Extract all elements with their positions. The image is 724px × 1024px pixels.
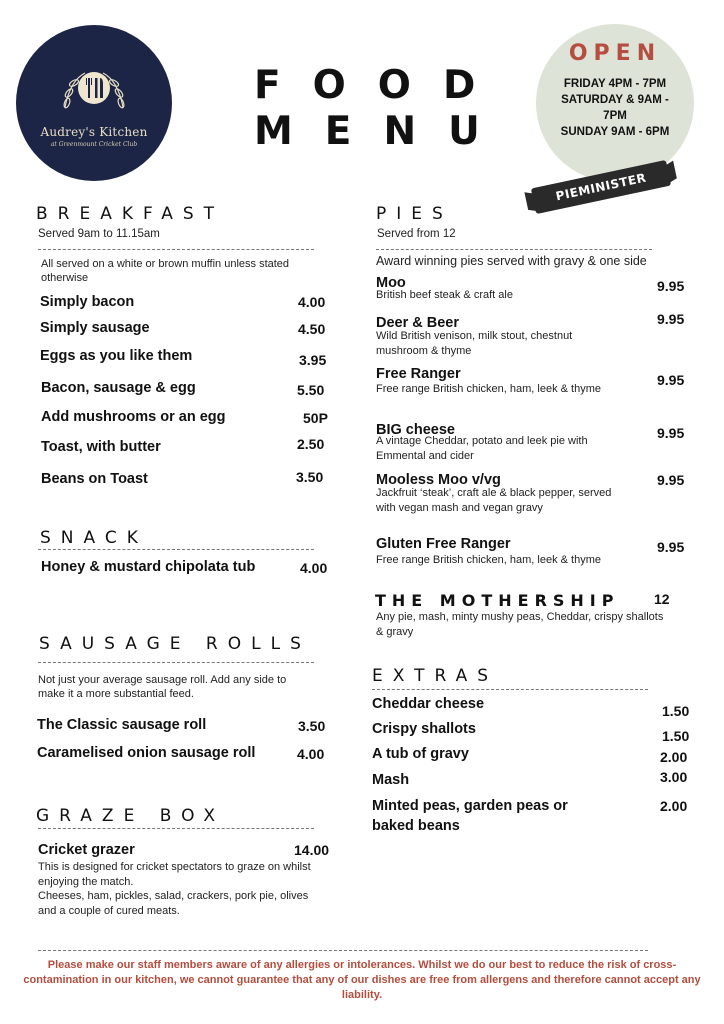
sausage-rolls-note: Not just your average sausage roll. Add any side to make it a more substantial feed. — [38, 674, 287, 700]
open-heading: OPEN — [568, 41, 662, 66]
menu-item-price: 3.00 — [660, 769, 688, 785]
menu-item-price: 1.50 — [662, 703, 690, 719]
mothership-heading: THE MOTHERSHIP — [375, 591, 620, 610]
menu-item-name: Free Ranger — [376, 366, 461, 382]
menu-item-price: 2.00 — [660, 798, 688, 814]
sausage-rolls-heading: SAUSAGE ROLLS — [39, 634, 311, 654]
menu-item-name: Toast, with butter — [41, 439, 161, 455]
hours-friday: FRIDAY 4PM - 7PM — [563, 78, 667, 90]
menu-item-description: Jackfruit ‘steak’, craft ale & black pepper, served with vegan mash and vegan gravy — [376, 487, 612, 514]
menu-item-price: 5.50 — [297, 382, 325, 398]
menu-item-name: Mash — [372, 772, 410, 788]
menu-item-price: 1.50 — [662, 728, 690, 744]
menu-item-name: Caramelised onion sausage roll — [37, 745, 256, 761]
menu-item-name: BIG cheese — [376, 422, 455, 438]
mothership-price: 12 — [654, 591, 670, 607]
menu-item-price: 50P — [303, 410, 328, 426]
menu-item-name: Add mushrooms or an egg — [41, 409, 226, 425]
menu-item-name: Beans on Toast — [41, 471, 148, 487]
menu-item-price: 2.50 — [297, 436, 325, 452]
footer-divider — [38, 950, 648, 951]
extras-heading: EXTRAS — [372, 666, 499, 686]
hours-sunday: SUNDAY 9AM - 6PM — [560, 126, 670, 138]
menu-item-name: Cheddar cheese — [372, 696, 485, 712]
menu-item-price: 4.50 — [298, 321, 326, 337]
menu-item-name: Cricket grazer — [38, 842, 135, 858]
menu-item-description: Free range British chicken, ham, leek & thyme — [376, 383, 601, 395]
logo-name: Audrey's Kitchen — [40, 125, 148, 139]
menu-item-price: 4.00 — [297, 746, 325, 762]
menu-item-description: British beef steak & craft ale — [376, 289, 513, 301]
menu-item-name: The Classic sausage roll — [37, 717, 207, 733]
breakfast-heading: BREAKFAST — [36, 204, 225, 224]
menu-item-name: A tub of gravy — [372, 746, 469, 762]
menu-item-price: 9.95 — [657, 372, 685, 388]
graze-box-heading: GRAZE BOX — [36, 806, 226, 826]
menu-item-price: 9.95 — [657, 311, 685, 327]
menu-item-name: Gluten Free Ranger — [376, 536, 511, 552]
mothership-description: Any pie, mash, minty mushy peas, Cheddar, crispy shallots & gravy — [376, 611, 664, 638]
opening-hours — [536, 76, 694, 140]
menu-item-price: 3.50 — [296, 469, 324, 485]
divider — [38, 249, 314, 250]
pieminister-banner: PIEMINISTER — [531, 160, 671, 214]
graze-box-description: This is designed for cricket spectators to graze on whilst enjoying the match. — [38, 861, 311, 888]
snack-heading: SNACK — [40, 528, 148, 548]
menu-item-price: 9.95 — [657, 425, 685, 441]
logo-subtitle: at Greenmount Cricket Club — [50, 141, 138, 148]
menu-item-price: 9.95 — [657, 278, 685, 294]
graze-box-contents: Cheeses, ham, pickles, salad, crackers, pork pie, olives and a couple of cured meats. — [38, 890, 309, 917]
menu-item-price: 3.50 — [298, 718, 326, 734]
menu-item-price: 2.00 — [660, 749, 688, 765]
opening-hours-badge — [536, 24, 694, 182]
menu-item-price: 9.95 — [657, 539, 685, 555]
pies-served: Served from 12 — [377, 228, 456, 240]
title-food: FOOD — [254, 63, 508, 108]
menu-item-price: 4.00 — [300, 560, 328, 576]
breakfast-note: All served on a white or brown muffin unless stated otherwise — [41, 258, 290, 284]
title-menu: MENU — [254, 109, 512, 154]
menu-item-name: Mooless Moo v/vg — [376, 472, 501, 488]
cutlery-plate-icon — [59, 67, 129, 117]
hours-saturday: SATURDAY & 9AM - 7PM — [561, 94, 669, 122]
menu-item-price: 4.00 — [298, 294, 326, 310]
menu-item-description: A vintage Cheddar, potato and leek pie with Emmental and cider — [376, 435, 588, 462]
divider — [38, 662, 314, 663]
menu-item-name: Bacon, sausage & egg — [41, 380, 196, 396]
menu-item-description: Wild British venison, milk stout, chestnut mushroom & thyme — [376, 330, 573, 357]
menu-item-name: Simply sausage — [40, 320, 150, 336]
menu-item-price: 9.95 — [657, 472, 685, 488]
menu-item-price: 14.00 — [294, 842, 330, 858]
divider — [372, 689, 648, 690]
menu-item-name: Honey & mustard chipolata tub — [41, 559, 256, 575]
menu-item-description: Free range British chicken, ham, leek & thyme — [376, 554, 601, 566]
menu-item-name: Crispy shallots — [372, 721, 476, 737]
menu-item-name: Moo — [376, 275, 406, 291]
allergy-disclaimer: Please make our staff members aware of any allergies or intolerances. Whilst we do our best to reduce the risk of cross-contamination in our kitchen, we cannot guarantee that any of our dishes are free from allergens and therefore cannot accept any liability. — [23, 959, 701, 1001]
divider — [38, 549, 314, 550]
menu-item-price: 3.95 — [299, 352, 327, 368]
breakfast-served: Served 9am to 11.15am — [38, 228, 160, 240]
menu-item-name: Eggs as you like them — [40, 348, 193, 364]
pies-note: Award winning pies served with gravy & one side — [376, 254, 647, 268]
menu-item-name: Deer & Beer — [376, 315, 460, 331]
divider — [38, 828, 314, 829]
kitchen-logo — [16, 25, 172, 181]
menu-item-name: Simply bacon — [40, 294, 135, 310]
pies-heading: PIES — [376, 204, 453, 224]
menu-item-name: Minted peas, garden peas or baked beans — [372, 798, 568, 834]
divider — [376, 249, 652, 250]
